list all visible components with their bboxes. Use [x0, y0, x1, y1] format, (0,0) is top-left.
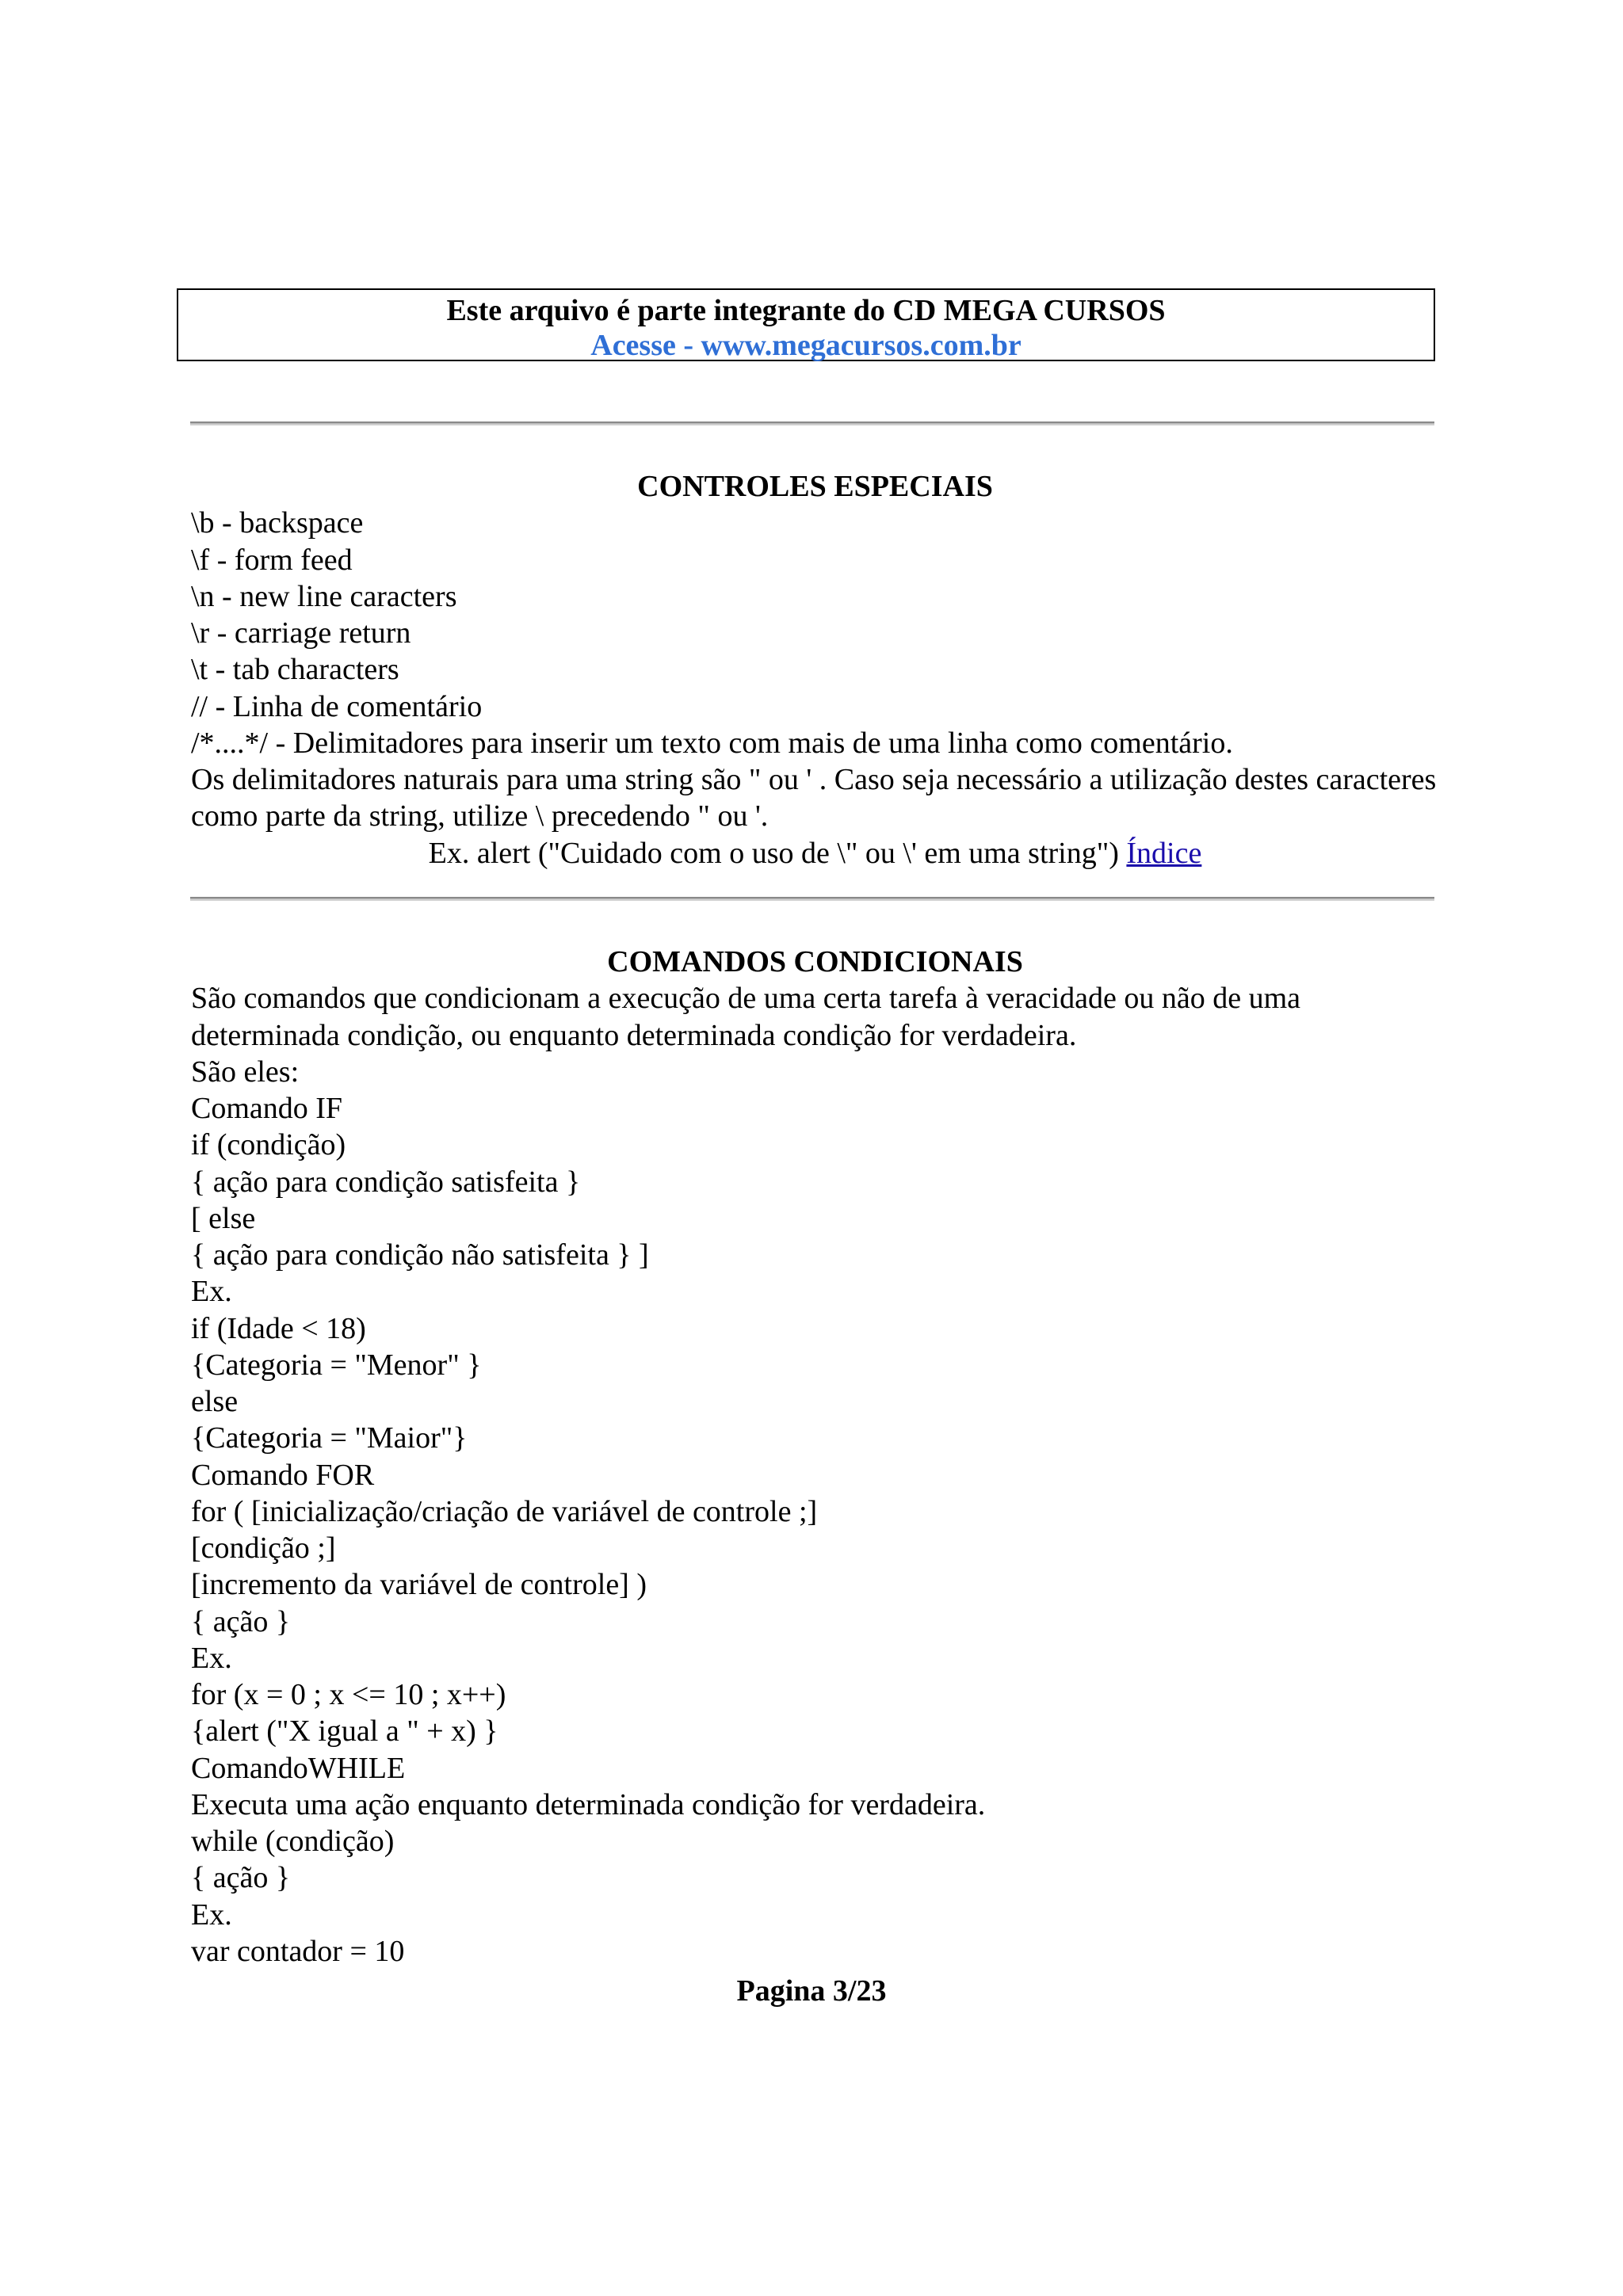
text-line: [condição ;]	[191, 1531, 336, 1565]
text-line: São eles:	[191, 1055, 300, 1089]
text-line: { ação para condição satisfeita }	[191, 1165, 581, 1199]
text-line: [incremento da variável de controle] )	[191, 1568, 647, 1602]
paragraph: São comandos que condicionam a execução de uma certa tarefa à veracidade ou não de uma determinada condição, ou enquanto determinada condição for verdadeira.	[191, 982, 1301, 1052]
example-text: Ex. alert ("Cuidado com o uso de \" ou \' em uma string")	[428, 836, 1127, 870]
section-title: COMANDOS CONDICIONAIS	[607, 945, 1023, 978]
text-line: for ( [inicialização/criação de variável de controle ;]	[191, 1494, 818, 1528]
text-line: {alert ("X igual a " + x) }	[191, 1714, 498, 1749]
page-number: Pagina 3/23	[736, 1974, 887, 2008]
text-line: { ação para condição não satisfeita } ]	[191, 1238, 649, 1272]
paragraph: Os delimitadores naturais para uma string são " ou ' . Caso seja necessário a utilização destes caracteres como parte da string, utilize \ precedendo " ou '.	[191, 763, 1437, 833]
text-line: // - Linha de comentário	[191, 689, 483, 723]
text-line: while (condição)	[191, 1825, 395, 1858]
text-line: var contador = 10	[191, 1934, 405, 1968]
text-line: \r - carriage return	[191, 616, 411, 650]
text-line: {Categoria = "Maior"}	[191, 1421, 468, 1455]
horizontal-rule	[190, 421, 1434, 425]
cd-banner	[177, 288, 1435, 361]
text-line: Comando FOR	[191, 1458, 375, 1492]
text-line: \n - new line caracters	[191, 579, 457, 613]
text-line: { ação }	[191, 1604, 291, 1638]
text-line: { ação }	[191, 1861, 291, 1895]
text-line: ComandoWHILE	[191, 1751, 406, 1785]
text-line: Executa uma ação enquanto determinada condição for verdadeira.	[191, 1787, 986, 1821]
section-title: CONTROLES ESPECIAIS	[637, 470, 993, 503]
text-line: \f - form feed	[191, 543, 353, 577]
banner-title: Este arquivo é parte integrante do CD MEGA CURSOS	[446, 294, 1166, 327]
text-line: /*....*/ - Delimitadores para inserir um texto com mais de uma linha como comentário.	[191, 726, 1233, 760]
text-line: \b - backspace	[191, 506, 364, 540]
text-line: {Categoria = "Menor" }	[191, 1348, 482, 1382]
banner-website: Acesse - www.megacursos.com.br	[590, 329, 1022, 362]
example-line	[191, 835, 1439, 871]
text-line: Ex.	[191, 1641, 232, 1675]
text-line: \t - tab characters	[191, 653, 399, 687]
horizontal-rule	[190, 897, 1434, 901]
text-line: for (x = 0 ; x <= 10 ; x++)	[191, 1678, 506, 1711]
text-line: if (Idade < 18)	[191, 1311, 366, 1345]
text-line: Ex.	[191, 1275, 232, 1309]
index-link[interactable]: Índice	[1126, 836, 1202, 870]
text-line: else	[191, 1385, 239, 1418]
text-line: Comando IF	[191, 1092, 343, 1125]
section-comandos-condicionais	[191, 944, 1439, 1970]
section-controles-especiais	[191, 468, 1439, 871]
text-line: [ else	[191, 1201, 256, 1235]
text-line: Ex.	[191, 1897, 232, 1932]
text-line: if (condição)	[191, 1128, 346, 1162]
